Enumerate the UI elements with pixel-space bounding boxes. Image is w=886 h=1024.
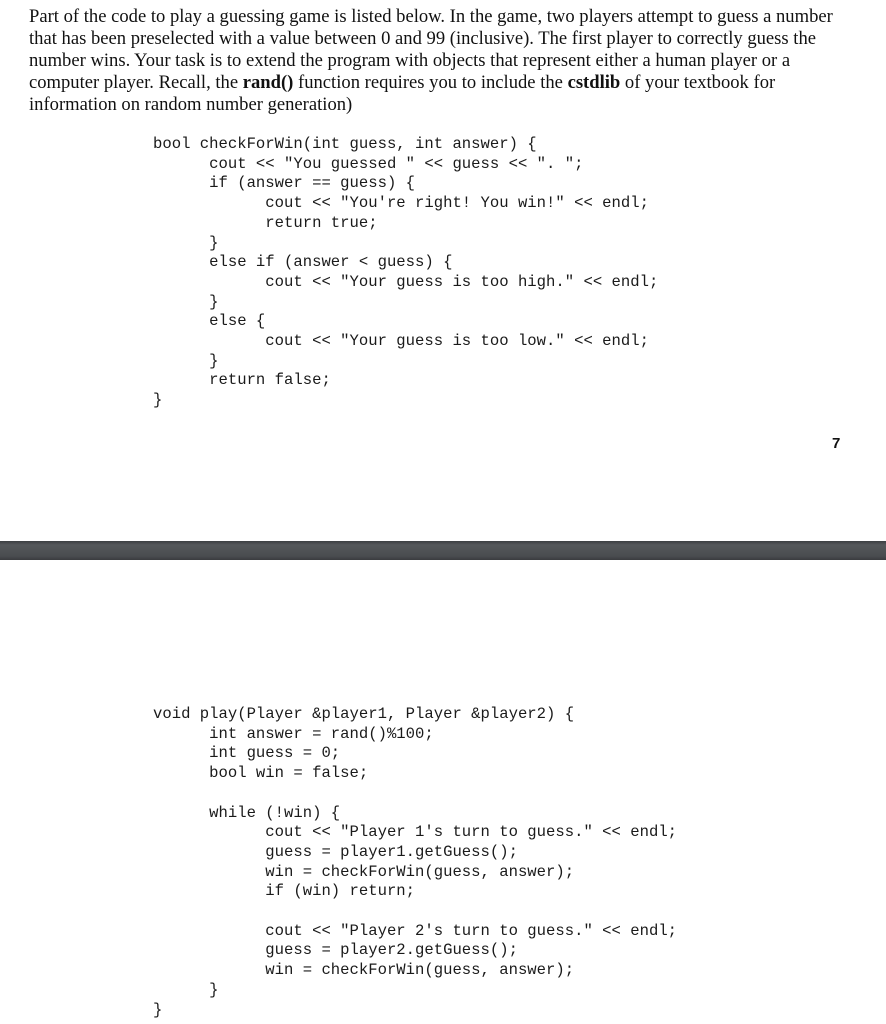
page-number: 7 — [832, 435, 841, 452]
code-block-check-for-win: bool checkForWin(int guess, int answer) { cout << "You guessed " << guess << ". "; if (answer == guess) { cout << "You're right! You win!" << endl; return true; } else if (answer < guess) { cout << "Your guess is too high." << endl; } else { cout << "Your guess is too low." << endl; } return false; } — [153, 135, 659, 410]
rand-function-name: rand() — [242, 72, 294, 93]
intro-text-1: Part of the code to play a guessing game is listed below. In the game, two players attempt to guess a number that has been preselected with a value between 0 and 99 (inclusive). The first player to correctly guess the number wins. Your task is to extend the program with objects that represent either a human player or a computer player. Recall, the — [29, 6, 833, 93]
cstdlib-library-name: cstdlib — [567, 72, 621, 93]
intro-text-3: of your textbook for information on random number generation) — [29, 72, 776, 115]
code-block-play: void play(Player &player1, Player &player2) { int answer = rand()%100; int guess = 0; bool win = false; while (!win) { cout << "Player 1's turn to guess." << endl; guess = player1.getGuess(); win = checkForWin(guess, answer); if (win) return; cout << "Player 2's turn to guess." << endl; guess = player2.getGuess(); win = checkForWin(guess, answer); } } — [153, 705, 678, 1019]
intro-paragraph — [29, 6, 849, 116]
intro-text-2: function requires you to include the — [293, 72, 568, 93]
page-separator — [0, 541, 886, 560]
